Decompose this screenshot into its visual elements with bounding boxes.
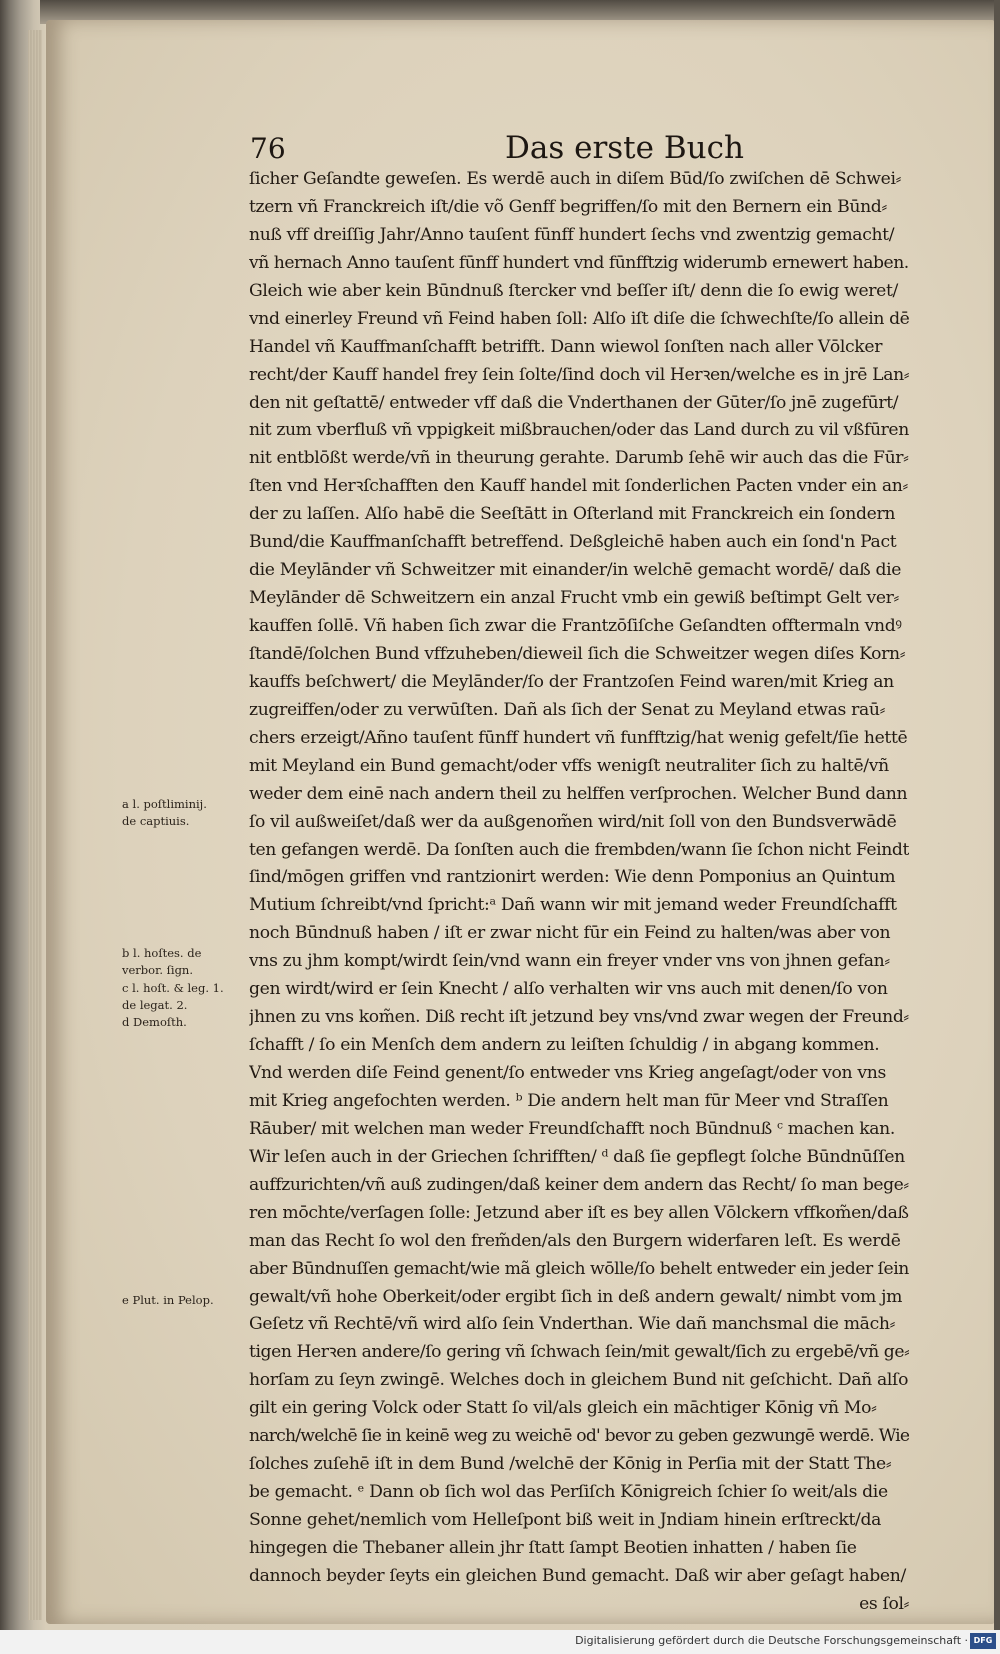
text-line: Rāuber/ mit welchen man weder Freundſchafft noch Būndnuß ᶜ machen kan.: [249, 1118, 895, 1139]
margin-note-line: de legat. 2.: [122, 998, 188, 1012]
text-line: den nit geſtattē/ entweder vff daß die Vnderthanen der Gūter/ſo jnē zugefūrt/: [249, 392, 899, 413]
margin-note-line: d Demoſth.: [122, 1015, 187, 1029]
dfg-logo: DFG: [970, 1633, 996, 1649]
text-line: Meylānder dē Schweitzern ein anzal Frucht vmb ein gewiß beſtimpt Gelt ver⸗: [249, 588, 899, 609]
text-line: horſam zu ſeyn zwingē. Welches doch in gleichem Bund nit geſchicht. Dañ alſo: [249, 1370, 909, 1391]
margin-note-d: [122, 1014, 230, 1031]
text-line: Geſetz vñ Rechtē/vñ wird alſo ſein Vnderthan. Wie dañ manchsmal die māch⸗: [249, 1314, 895, 1335]
running-head: Das erste Buch: [505, 130, 744, 166]
text-line: Wir leſen auch in der Griechen ſchrifften/ ᵈ daß ſie gepflegt ſolche Būndnūſſen: [249, 1146, 905, 1167]
text-line: Mutium ſchreibt/vnd ſpricht:ᵃ Dañ wann wir mit jemand weder Freundſchafft: [249, 895, 897, 916]
text-line: vnd einerley Freund vñ Feind haben ſoll: Alſo iſt diſe die ſchwechſte/ſo allein dē: [249, 308, 909, 329]
catchword: es ſol⸗: [859, 1593, 909, 1614]
text-line: nit zum vberfluß vñ vppigkeit mißbrauchen/oder das Land durch zu vil vßfūren: [249, 420, 909, 441]
text-line: tigen Herꝛen andere/ſo gering vñ ſchwach ſein/mit gewalt/ſich zu ergebē/vñ ge⸗: [249, 1342, 909, 1363]
text-line: Handel vñ Kauffmanſchafft betrifft. Dann wiewol ſonſten nach aller Vōlcker: [249, 336, 883, 357]
body-text: [249, 166, 909, 1619]
margin-note-line: b l. hoſtes. de: [122, 946, 202, 960]
text-line: be gemacht. ᵉ Dann ob ſich wol das Perſiſch Kōnigreich ſchier ſo weit/als die: [249, 1482, 888, 1503]
text-line: ſten vnd Herꝛſchafften den Kauff handel mit ſonderlichen Pacten vnder ein an⸗: [249, 476, 908, 497]
text-line: Vnd werden diſe Feind genent/ſo entweder vns Krieg angeſagt/oder von vns: [249, 1063, 886, 1083]
margin-note-line: c l. hoſt. & leg. 1.: [122, 981, 224, 995]
text-line: Bund/die Kauffmanſchafft betreffend. Deßgleichē haben auch ein ſond'n Pact: [249, 532, 897, 553]
text-line: weder dem einē nach andern theil zu helffen verſprochen. Welcher Bund dann: [249, 783, 908, 804]
text-line: ſtandē/ſolchen Bund vffzuheben/dieweil ſich die Schweitzer wegen diſes Korn⸗: [249, 643, 906, 664]
text-line: die Meylānder vñ Schweitzer mit einander/in welchē gemacht wordē/ daß die: [249, 560, 902, 581]
margin-note-line: a l. poſtliminij.: [122, 797, 207, 811]
text-line: ſolches zuſehē iſt in dem Bund /welchē der Kōnig in Perſia mit der Statt The⸗: [249, 1454, 892, 1475]
margin-note-line: de captiuis.: [122, 814, 190, 828]
text-line: auffzurichten/vñ auß zudingen/daß keiner dem andern das Recht/ ſo man bege⸗: [249, 1174, 909, 1195]
text-line: ſo vil außweiſet/daß wer da außgenom̃en wird/nit ſoll von den Bundsverwādē: [249, 811, 897, 832]
text-line: gewalt/vñ hohe Oberkeit/oder ergibt ſich in deß andern gewalt/ nimbt vom jm: [249, 1286, 903, 1307]
text-line: man das Recht ſo wol den frem̃den/als den Burgern widerfaren leſt. Es werdē: [249, 1230, 901, 1251]
text-line: chers erzeigt/Añno tauſent fūnff hundert vñ funfftzig/hat wenig gefelt/ſie hettē: [249, 727, 908, 748]
text-line: Sonne gehet/nemlich vom Helleſpont biß weit in Jndiam hinein erſtreckt/da: [249, 1510, 882, 1530]
text-line: ſind/mōgen griffen vnd rantzionirt werden: Wie denn Pomponius an Quintum: [249, 867, 896, 888]
text-line: narch/welchē ſie in keinē weg zu weichē od' bevor zu geben gezwungē werdē. Wie: [249, 1426, 909, 1447]
text-line: mit Meyland ein Bund gemacht/oder vffs wenigſt neutraliter ſich zu haltē/vñ: [249, 755, 889, 776]
text-line: gen wirdt/wird er ſein Knecht / alſo verhalten wir vns auch mit denen/ſo von: [249, 979, 888, 1000]
page-edges: [28, 30, 42, 1620]
margin-note-a: [122, 796, 230, 830]
footer-bar: [0, 1630, 1000, 1654]
page-number: 76: [250, 132, 286, 165]
text-line: ten gefangen werdē. Da ſonſten auch die frembden/wann ſie ſchon nicht Feindt: [249, 839, 909, 860]
text-line: kauffs beſchwert/ die Meylānder/ſo der Frantzoſen Feind waren/mit Krieg an: [249, 671, 894, 692]
text-line: zugreiffen/oder zu verwūſten. Dañ als ſich der Senat zu Meyland etwas raū⸗: [249, 699, 885, 720]
text-line: aber Būndnuſſen gemacht/wie mã gleich wōlle/ſo behelt entweder ein jeder ſein: [249, 1258, 909, 1279]
book-right-edge: [994, 0, 1000, 1654]
margin-note-c: [122, 980, 230, 1014]
text-line: nit entblōßt werde/vñ in theurung gerahte. Darumb ſehē wir auch das die Fūr⸗: [249, 448, 909, 469]
text-line: nuß vff dreiſſig Jahr/Anno tauſent fūnff hundert ſechs vnd zwentzig gemacht/: [249, 224, 895, 245]
text-line: kauffen ſollē. Vñ haben ſich zwar die Frantzōſiſche Geſandten offtermaln vndꝰ: [249, 616, 902, 636]
text-line: gilt ein gering Volck oder Statt ſo vil/als gleich ein māchtiger Kōnig vñ Mo⸗: [249, 1398, 877, 1419]
text-line: dannoch beyder ſeyts ein gleichen Bund gemacht. Daß wir aber geſagt haben/: [249, 1565, 906, 1586]
text-line: der zu laſſen. Alſo habē die Seeſtātt in Oſterland mit Franckreich ein ſondern: [249, 504, 896, 525]
margin-note-line: verbor. ſign.: [122, 963, 193, 977]
text-line: jhnen zu vns kom̃en. Diß recht iſt jetzund bey vns/vnd zwar wegen der Freund⸗: [249, 1007, 909, 1028]
text-line: noch Būndnuß haben / iſt er zwar nicht fūr ein Feind zu halten/was aber von: [249, 923, 891, 944]
margin-note-line: e Plut. in Pelop.: [122, 1293, 214, 1307]
text-line: mit Krieg angefochten werden. ᵇ Die andern helt man fūr Meer vnd Straſſen: [249, 1090, 889, 1111]
text-line: ſchafft / ſo ein Menſch dem andern zu leiſten ſchuldig / in abgang kommen.: [249, 1035, 880, 1056]
margin-note-b: [122, 945, 230, 979]
text-line: tzern vñ Franckreich iſt/die võ Genff begriffen/ſo mit den Bernern ein Būnd⸗: [249, 196, 887, 217]
footer-credit: Digitalisierung gefördert durch die Deutsche Forschungsgemeinschaft ·: [575, 1634, 968, 1647]
text-line: ſicher Geſandte geweſen. Es werdē auch in diſem Būd/ſo zwiſchen dē Schwei⸗: [249, 169, 901, 189]
text-line: vns zu jhm kompt/wirdt ſein/vnd wann ein freyer vnder vns von jhnen gefan⸗: [249, 951, 890, 972]
margin-note-e: [122, 1292, 230, 1309]
text-line: recht/der Kauff handel frey ſein ſolte/ſind doch vil Herꝛen/welche es in jrē Lan⸗: [249, 364, 909, 385]
text-line: hingegen die Thebaner allein jhr ſtatt ſampt Beotien inhatten / haben ſie: [249, 1537, 857, 1558]
text-line: vñ hernach Anno tauſent fūnff hundert vnd fūnfftzig widerumb ernewert haben.: [249, 252, 909, 273]
text-line: Gleich wie aber kein Būndnuß ſtercker vnd beſſer iſt/ denn die ſo ewig weret/: [249, 280, 898, 301]
text-line: ren mōchte/verſagen ſolle: Jetzund aber iſt es bey allen Vōlckern vffkom̃en/daß: [249, 1202, 909, 1223]
